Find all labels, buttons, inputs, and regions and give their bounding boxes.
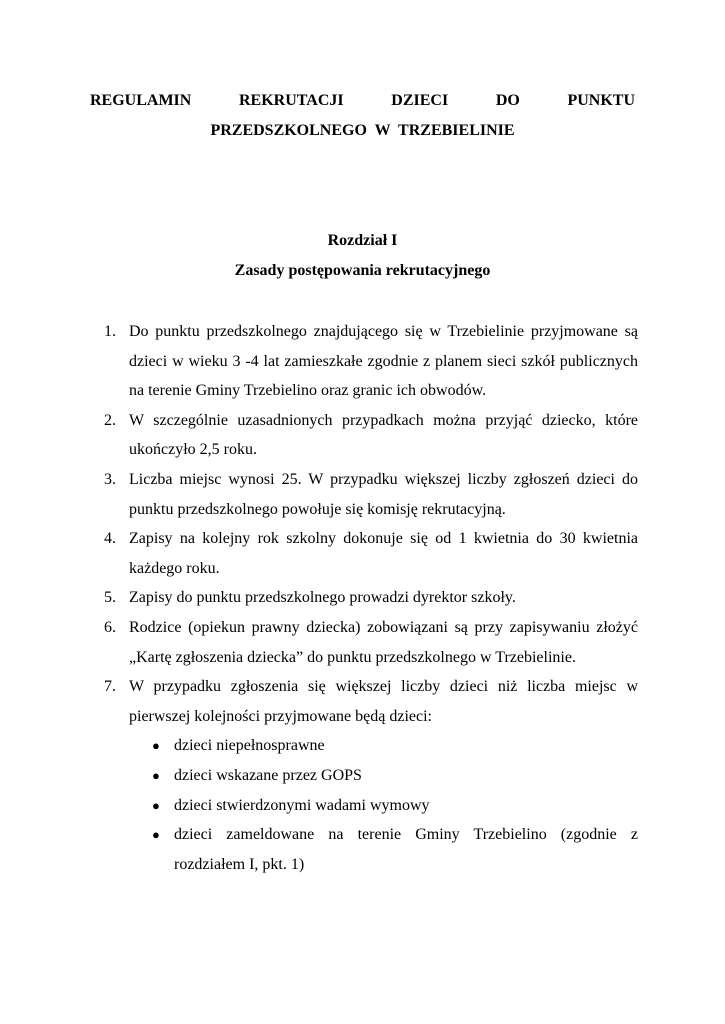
document-title	[90, 86, 635, 146]
bullet-item	[129, 761, 638, 791]
bullet-item	[129, 791, 638, 821]
rule-text: Rodzice (opiekun prawny dziecka) zobowiązani są przy zapisywaniu złożyć „Kartę zgłoszenia dziecka” do punktu przedszkolnego w Trzebielinie.	[129, 618, 638, 666]
rule-number: 4.	[104, 530, 116, 548]
bullet-icon: ●	[152, 738, 160, 754]
rule-item	[104, 406, 638, 465]
rule-text: W przypadku zgłoszenia się większej liczby dzieci niż liczba miejsc w pierwszej kolejności przyjmowane będą dzieci:	[129, 678, 638, 725]
rule-item	[104, 317, 638, 406]
rule-item	[104, 524, 638, 583]
chapter-title: Zasady postępowania rekrutacyjnego	[234, 262, 491, 279]
priority-bullet-list	[129, 731, 638, 879]
title-word: DZIECI	[391, 92, 449, 109]
bullet-icon: ●	[152, 797, 160, 813]
title-word: DO PUNKTU	[495, 92, 636, 109]
bullet-text: dzieci zameldowane na terenie Gminy Trzebielino (zgodnie z rozdziałem I, pkt. 1)	[174, 826, 638, 873]
bullet-item	[129, 731, 638, 761]
rules-list	[104, 317, 638, 879]
bullet-icon: ●	[152, 827, 160, 843]
rule-text: Zapisy do punktu przedszkolnego prowadzi dyrektor szkoły.	[129, 589, 516, 607]
rule-number: 7.	[104, 678, 116, 696]
title-word: REGULAMIN	[90, 92, 192, 109]
chapter-number: Rozdział I	[327, 232, 398, 249]
rule-text: Zapisy na kolejny rok szkolny dokonuje się od 1 kwietnia do 30 kwietnia każdego roku.	[129, 530, 638, 577]
rule-item	[104, 613, 638, 672]
rule-number: 6.	[104, 618, 116, 636]
rule-number: 1.	[104, 323, 116, 340]
bullet-icon: ●	[152, 767, 160, 783]
bullet-text: dzieci niepełnosprawne	[174, 737, 325, 755]
rule-item	[104, 583, 638, 613]
document-title-line-2: PRZEDSZKOLNEGO W TRZEBIELINIE	[210, 122, 515, 139]
rule-text: Do punktu przedszkolnego znajdującego się w Trzebielinie przyjmowane są dzieci w wieku 3 -4 lat zamieszkałe zgodnie z planem sieci szkół publicznych na terenie Gminy Trzebielino oraz granic ich obwodów.	[129, 323, 638, 400]
title-word: REKRUTACJI	[239, 92, 344, 109]
rule-number: 3.	[104, 470, 116, 488]
rule-text: Liczba miejsc wynosi 25. W przypadku większej liczby zgłoszeń dzieci do punktu przedszkolnego powołuje się komisję rekrutacyjną.	[129, 470, 638, 518]
rule-number: 2.	[104, 411, 116, 429]
bullet-text: dzieci stwierdzonymi wadami wymowy	[174, 796, 430, 814]
rule-item	[104, 465, 638, 524]
rule-text: W szczególnie uzasadnionych przypadkach można przyjąć dziecko, które ukończyło 2,5 roku.	[129, 411, 638, 459]
bullet-item	[129, 820, 638, 879]
bullet-text: dzieci wskazane przez GOPS	[174, 766, 362, 784]
rule-item	[104, 672, 638, 879]
rule-number: 5.	[104, 589, 116, 607]
document-title-line-1	[90, 86, 635, 116]
